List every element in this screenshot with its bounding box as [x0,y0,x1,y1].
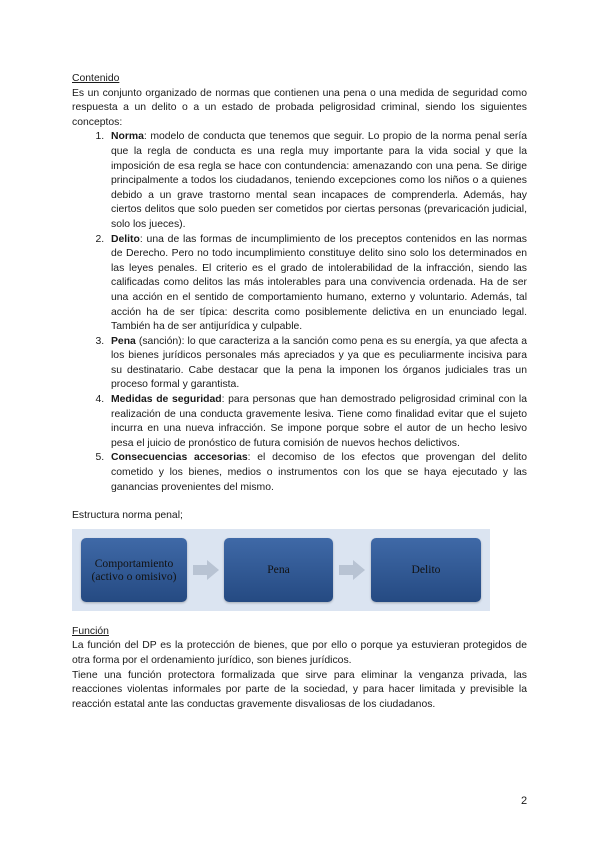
right-arrow-icon [193,560,219,580]
list-item [107,451,527,495]
contenido-heading: Contenido [72,73,120,84]
estructura-caption: Estructura norma penal; [72,510,183,522]
right-arrow-icon [339,560,365,580]
page-content [72,72,527,712]
list-item [107,130,527,232]
funcion-paragraph: Tiene una función protectora formalizada que sirve para eliminar la venganza privada, las reacciones violentas informales por parte de la sociedad, y para hacer limitada y previsible la reacción estatal ante las conductas gravemente disvaliosas de los ciudadanos. [72,669,527,710]
item-text: : para personas que han demostrado peligrosidad criminal con la realización de una conducta gravemente lesiva. Tiene como finalidad evitar que el sujeto incurra en una nueva infracción. Se impone porque sobre el autor de un hecho lesivo pesa el juicio de pronóstico de futura comisión de nuevos hechos delictivos. [111,394,527,449]
page-number: 2 [521,795,528,807]
diagram-box-delito: Delito [371,538,481,602]
item-term: Medidas de seguridad [111,394,222,406]
item-text: : una de las formas de incumplimiento de los preceptos contenidos en las normas de Derecho. Pero no todo incumplimiento constituye delito sino solo los determinados en las leyes penales. El criterio es el grado de intolerabilidad de la infracción, siendo las calificadas como delitos las más intolerables para una convivencia ordenada. Ha de ser una acción en el sentido de comportamiento humano, externo y voluntario. Además, tal acción ha de ser típica: descrita como posiblemente delictiva en un enunciado legal. También ha de ser antijurídica y culpable. [111,233,527,333]
diagram-box-pena: Pena [224,538,333,602]
item-term: Norma [111,131,144,143]
item-text: : modelo de conducta que tenemos que seguir. Lo propio de la norma penal sería que la regla de conducta es una regla muy importante para la vida social y que la imposición de esa regla se hace con contundencia: amenazando con una pena. Se dirige principalmente a todos los ciudadanos, teniendo excepciones como los niños o a quienes debido a un grave trastorno mental sean incapaces de comprenderla. Además, hay ciertos delitos que solo pueden ser cometidos por ciertas personas (prevaricación judicial, solo los jueces). [111,131,527,230]
concepts-list [72,130,527,495]
funcion-heading: Función [72,625,109,637]
item-term: Consecuencias accesorias [111,452,248,464]
diagram-box-comportamiento: Comportamiento (activo o omisivo) [81,538,187,602]
list-item [107,393,527,451]
list-item [107,233,527,335]
contenido-intro: Es un conjunto organizado de normas que contienen una pena o una medida de seguridad como respuesta a un delito o a un estado de probada peligrosidad criminal, siendo los siguientes conceptos: [72,87,527,128]
item-term: Delito [111,233,140,245]
item-term: Pena [111,335,136,347]
item-text: : el decomiso de los efectos que provengan del delito cometido y los bienes, medios o instrumentos con los que se haya ejecutado y las ganancias provenientes del mismo. [111,452,527,493]
estructura-diagram [72,529,490,611]
funcion-paragraph: La función del DP es la protección de bienes, que por ello o porque ya estuvieran protegidos de otra forma por el ordenamiento jurídico, son bienes jurídicos. [72,640,527,666]
list-item [107,335,527,393]
item-text: (sanción): lo que caracteriza a la sanción como pena es su energía, ya que afecta a los bienes jurídicos personales más apreciados y ya que es peculiarmente incisiva para su destinatario. Cabe destacar que la pena la imponen los órganos judiciales tras un proceso formal y garantista. [111,335,527,391]
